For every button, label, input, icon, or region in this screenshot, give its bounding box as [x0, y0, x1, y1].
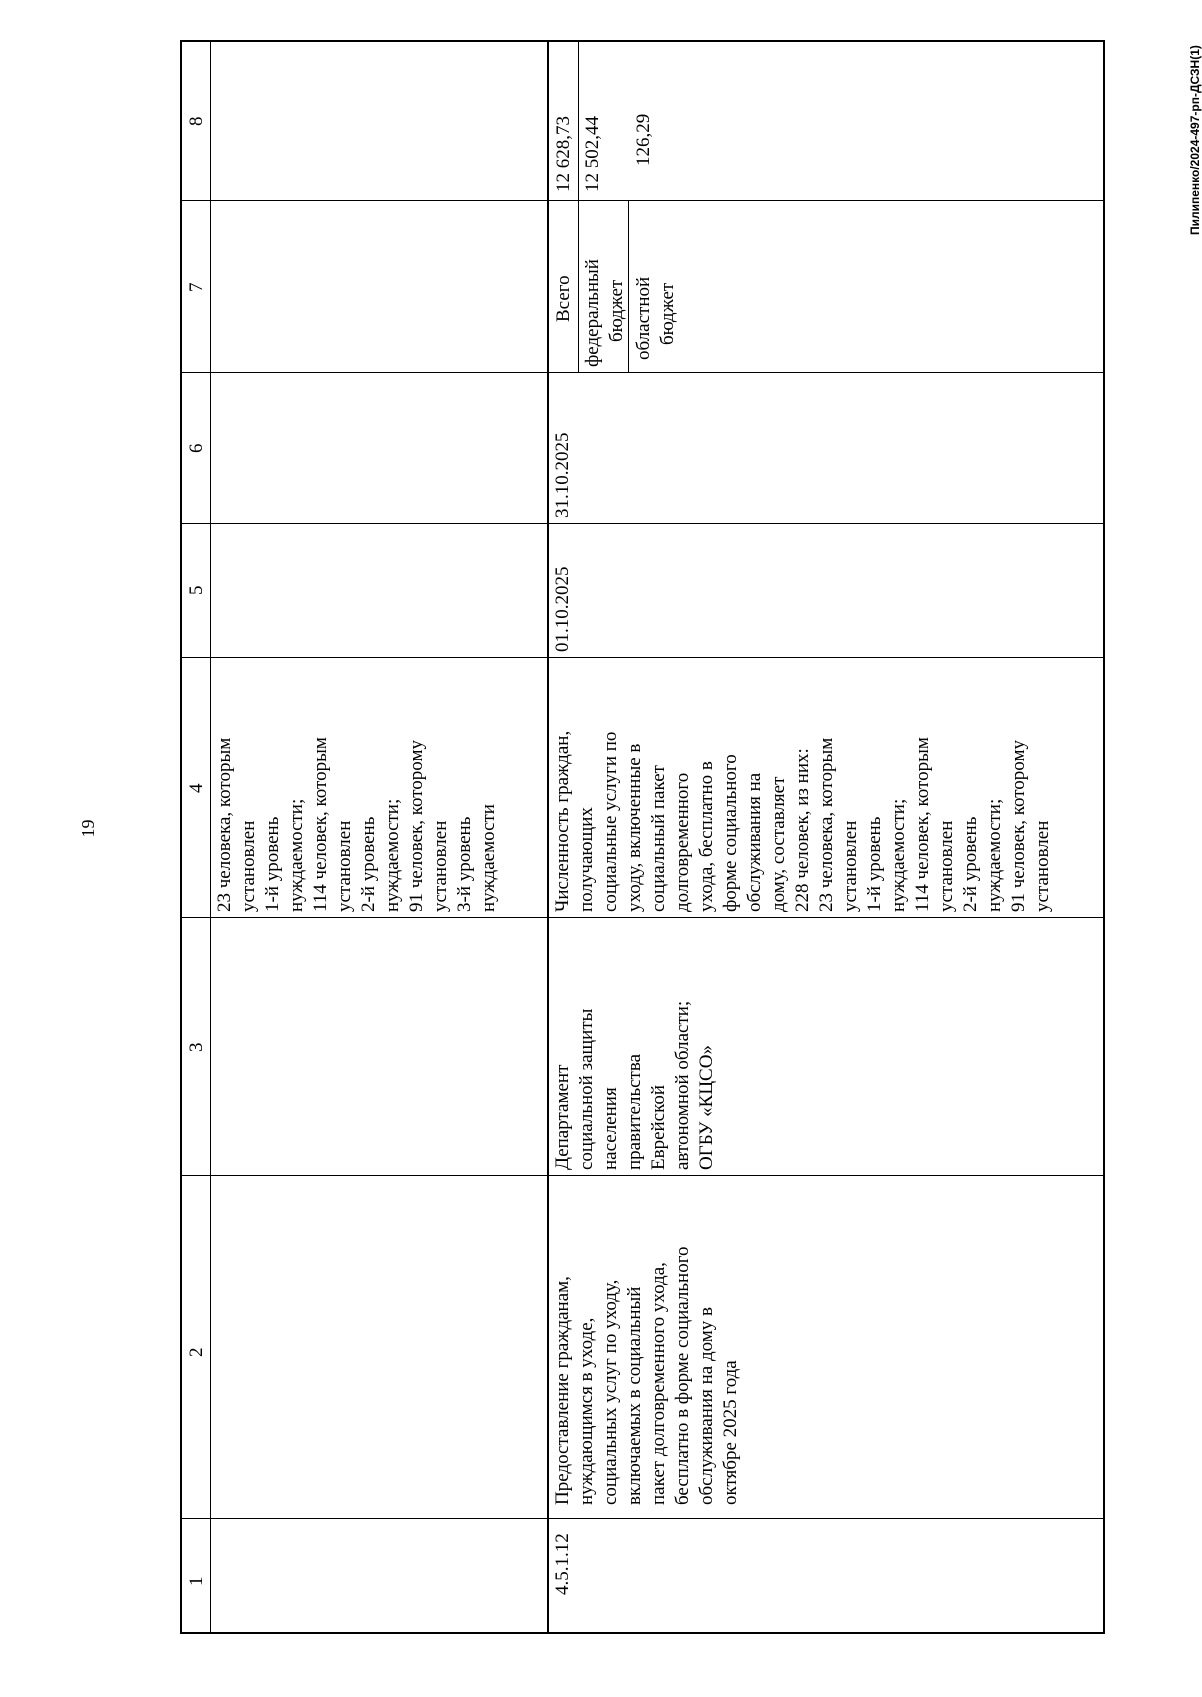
col-header-1: 1 — [186, 1576, 207, 1586]
funding-source-total: Всего — [553, 275, 574, 322]
col-header-7: 7 — [186, 282, 207, 292]
funding-amount-total: 12 628,73 — [553, 116, 574, 192]
expected-result: Численность граждан, получающих социальные услуги по уходу, включенные в социальный пакет долговременного ухода, бесплатно в форме социального обслуживания на дому, составляет 228 человек, из них: 23 человека, которым установлен 1-й уровень нуждаемости; 114 человек, которым установлен 2-й уровень нуждаемости; 91 человек, которому установлен — [552, 730, 1053, 912]
funding-amount-regional: 126,29 — [633, 113, 654, 166]
responsible-executor: Департамент социальной защиты населения правительства Еврейской автономной области; ОГБУ «КЦСО» — [552, 1000, 717, 1170]
col-header-8: 8 — [186, 116, 207, 126]
col-header-4: 4 — [186, 783, 207, 793]
end-date: 31.10.2025 — [552, 432, 573, 518]
continued-needs-levels: 23 человека, которым установлен 1-й уровень нуждаемости; 114 человек, которым установлен 2-й уровень нуждаемости; 91 человек, которому установлен 3-й уровень нуждаемости — [214, 737, 499, 912]
activity-description: Предоставление гражданам, нуждающимся в уходе, социальных услуг по уходу, включаемых в социальный пакет долговременного ухода, бесплатно в форме социального обслуживания на дому в октябре 2025 года — [552, 1246, 741, 1505]
page-number: 19 — [78, 819, 98, 838]
document-code: Пилипенко/2024-497-рп-ДСЗН(1) — [1188, 45, 1202, 235]
funding-source-federal: федеральный бюджет — [582, 259, 627, 367]
col-header-6: 6 — [186, 443, 207, 453]
col-header-5: 5 — [186, 585, 207, 595]
col-header-3: 3 — [186, 1042, 207, 1052]
funding-source-regional: областной бюджет — [633, 276, 678, 360]
item-number: 4.5.1.12 — [552, 1533, 573, 1595]
start-date: 01.10.2025 — [552, 566, 573, 652]
col-header-2: 2 — [186, 1347, 207, 1357]
funding-amount-federal: 12 502,44 — [582, 116, 603, 192]
